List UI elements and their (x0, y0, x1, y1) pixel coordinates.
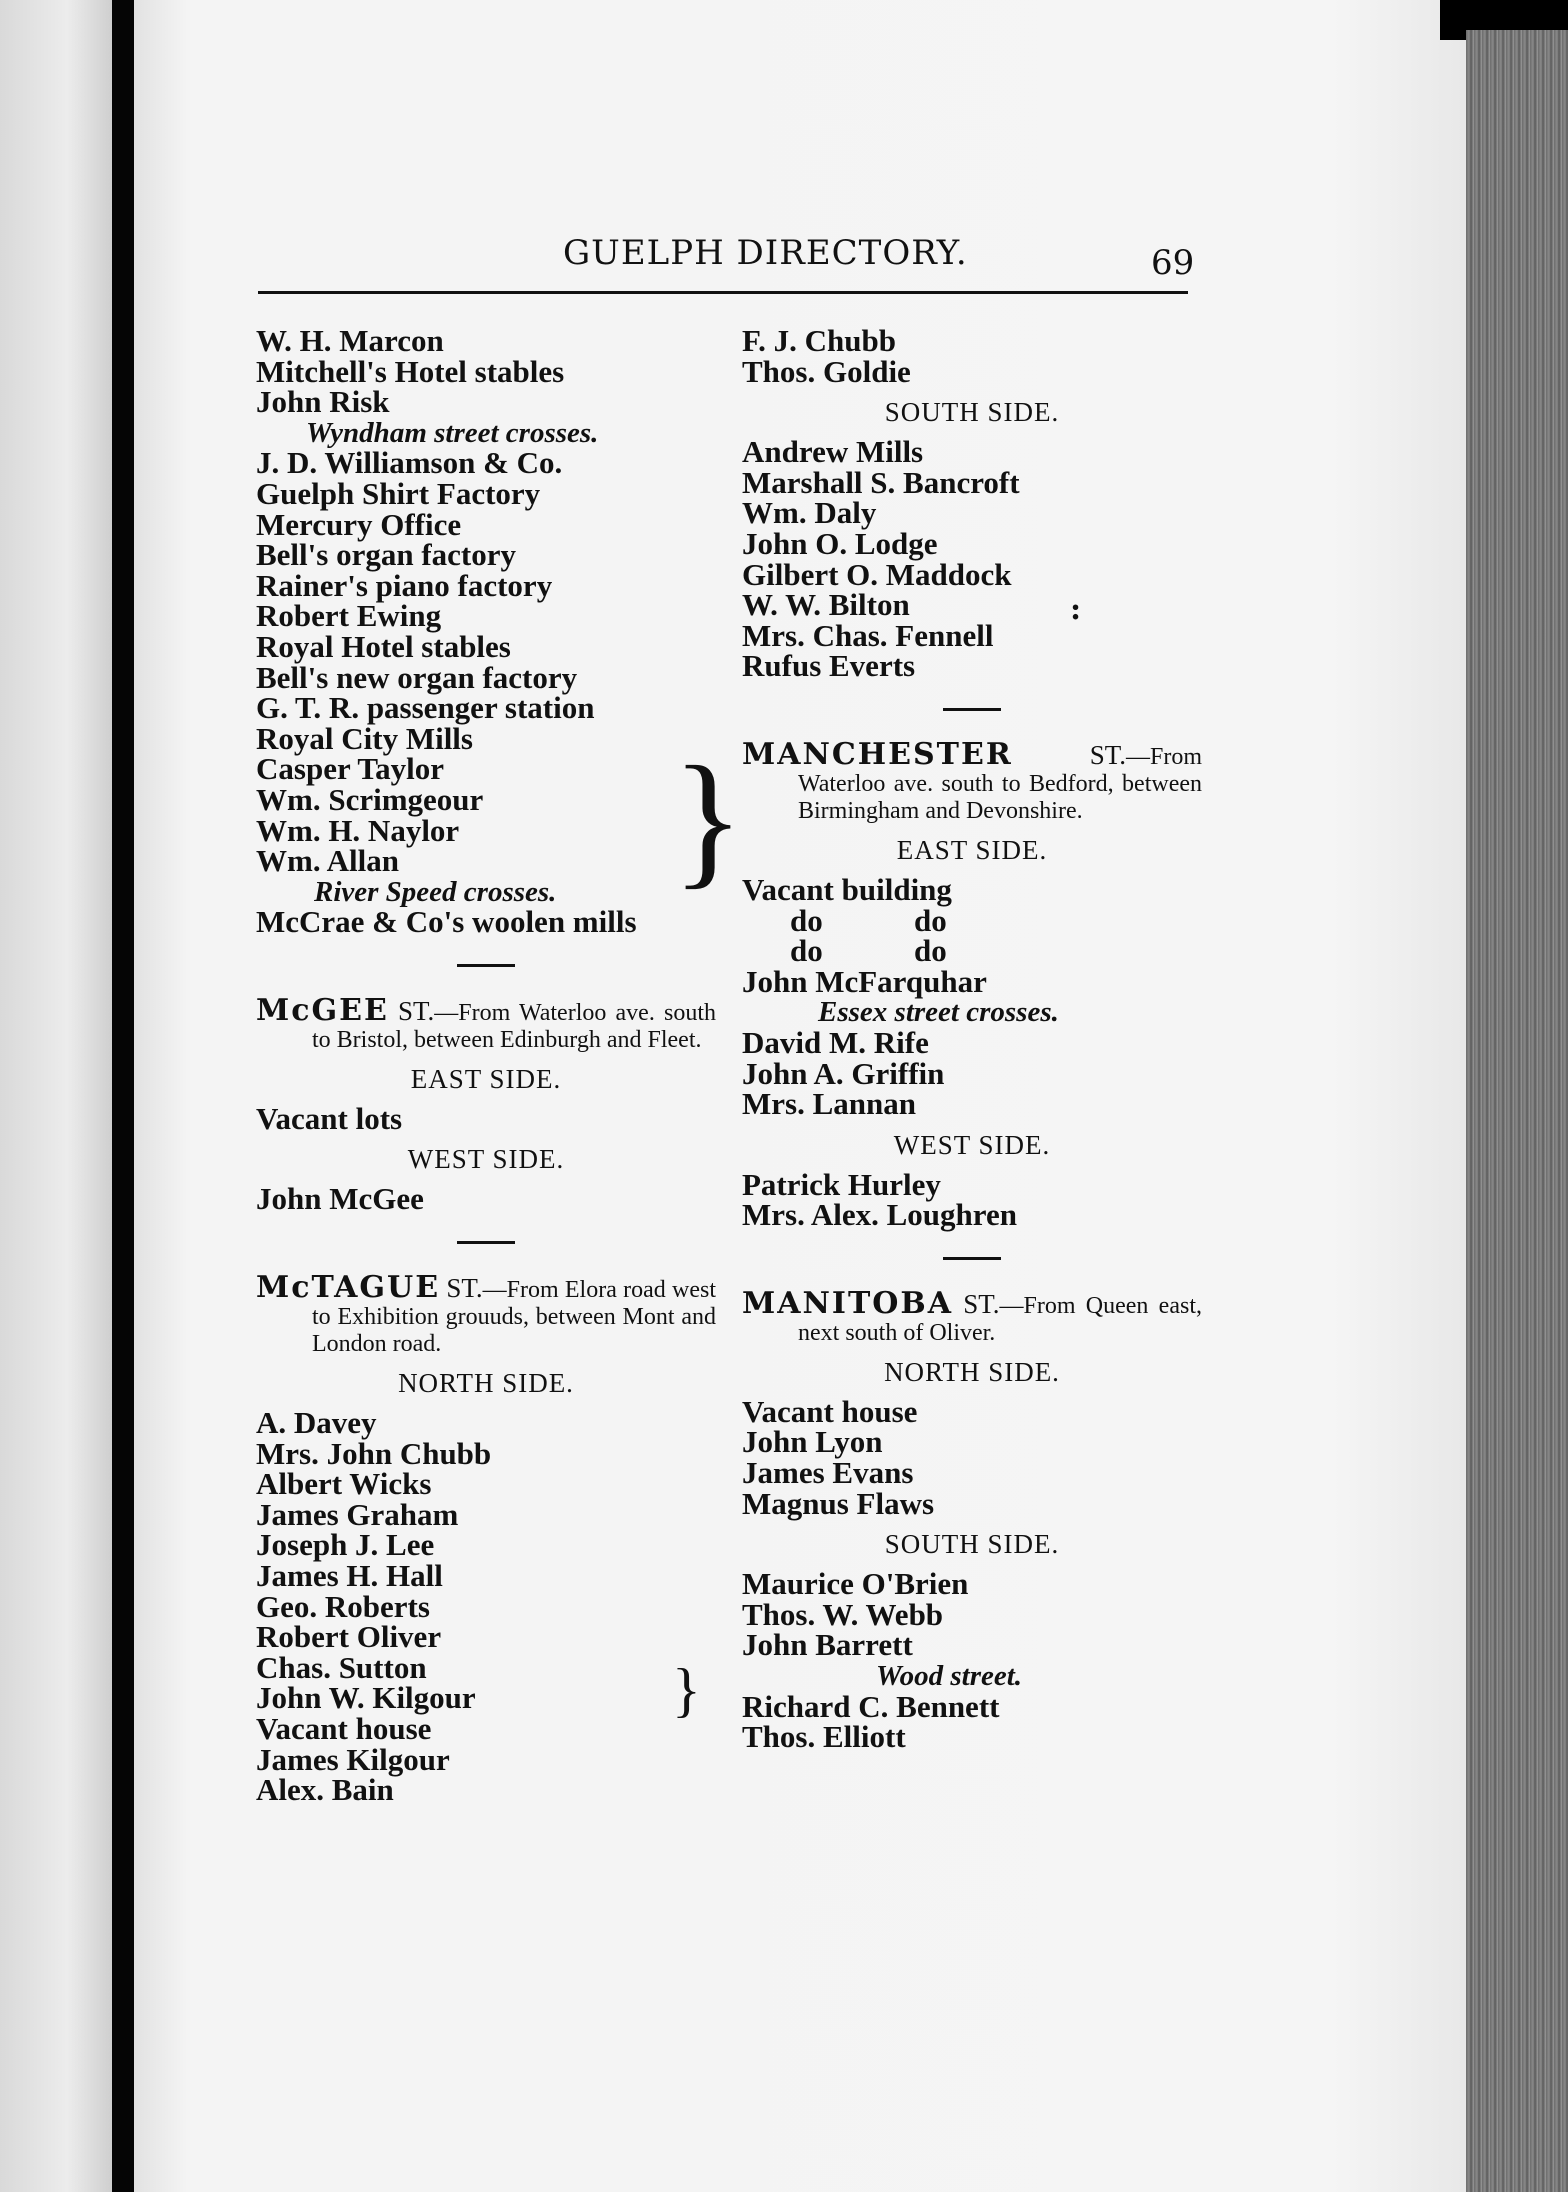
list-item: Thos. W. Webb (742, 1596, 944, 1632)
list-item: F. J. Chubb (742, 323, 896, 358)
list-item: James Kilgour (256, 1741, 450, 1777)
list-item: Andrew Mills (742, 434, 924, 470)
side-label: SOUTH SIDE. (884, 397, 1060, 428)
list-item: Mrs. Chas. Fennell (742, 617, 994, 653)
list-item: Maurice O'Brien (742, 1566, 969, 1602)
list-item: J. D. Williamson & Co. (256, 445, 563, 481)
list-item: John McFarquhar (742, 963, 987, 999)
ditto-row (742, 933, 1202, 969)
street-name: MANCHESTER (742, 736, 1013, 772)
street-abbrev: ST. (446, 1273, 483, 1304)
list-item: Alex. Bain (256, 1772, 394, 1808)
entries-block (256, 1181, 716, 1217)
list-item: Royal Hotel stables (256, 628, 511, 664)
list-item: John A. Griffin (742, 1055, 945, 1091)
entries-block (256, 904, 716, 940)
page-stack-edges (1466, 30, 1568, 2192)
entries-block (742, 434, 1202, 684)
section-separator (943, 1257, 1001, 1260)
street-description: —From Elora road west to Exhibition grouuds, between Mont and London road. (312, 1277, 717, 1358)
entries-block (742, 1166, 1202, 1233)
list-item: Rainer's piano factory (256, 567, 553, 603)
side-label: SOUTH SIDE. (884, 1529, 1060, 1560)
list-item: Bell's new organ factory (256, 659, 578, 695)
running-header: GUELPH DIRECTORY. (563, 233, 968, 273)
section-separator (457, 1241, 515, 1244)
street-abbrev: ST. (963, 1288, 1000, 1319)
street-heading-manitoba (742, 1285, 1202, 1347)
entries-block (742, 1393, 1202, 1521)
street-abbrev: ST. (398, 995, 435, 1026)
cross-street-note: Wyndham street crosses. (306, 416, 599, 449)
street-description: —From Waterloo ave. south to Bristol, between Edinburgh and Fleet. (312, 999, 717, 1053)
street-name: McTAGUE (256, 1270, 441, 1306)
list-item: Bell's organ factory (256, 537, 517, 573)
list-item: W. W. Bilton (742, 587, 910, 623)
street-heading-mctague (256, 1270, 717, 1358)
list-item: Wm. Scrimgeour (256, 781, 484, 817)
continued-entries (742, 323, 1202, 389)
ditto-mark: do (914, 902, 947, 938)
list-item: Geo. Roberts (256, 1588, 430, 1624)
list-item: Vacant building (742, 871, 952, 907)
list-item: Joseph J. Lee (256, 1527, 435, 1563)
list-item: Vacant house (256, 1711, 432, 1746)
entries-block (742, 1024, 1202, 1122)
facing-page-edge (0, 0, 112, 2192)
list-item: Albert Wicks (256, 1466, 432, 1502)
street-description: —From Queen east, next south of Oliver. (798, 1292, 1202, 1346)
entries-block (256, 1405, 716, 1808)
list-item: Gilbert O. Maddock (742, 556, 1012, 592)
list-item: James H. Hall (256, 1558, 443, 1594)
entries-block (742, 963, 1202, 999)
entries-block (742, 1566, 1202, 1663)
list-item: Wm. Allan (256, 843, 399, 879)
list-item: Vacant house (742, 1393, 918, 1429)
list-item: James Evans (742, 1455, 914, 1491)
ditto-mark: do (790, 902, 823, 938)
entries-block (742, 1688, 1202, 1755)
list-item: Thos. Goldie (742, 353, 911, 389)
ditto-row (742, 902, 1202, 938)
list-item: McCrae & Co's woolen mills (256, 904, 637, 940)
right-column (742, 323, 1202, 1755)
side-label: NORTH SIDE. (884, 1356, 1060, 1387)
stray-mark: : (1070, 592, 1082, 627)
brace-mark: } (672, 1657, 701, 1723)
list-item: John McGee (256, 1181, 424, 1217)
ditto-mark: do (790, 933, 823, 969)
street-description: —From Waterloo ave. south to Bedford, between Birmingham and Devonshire. (798, 743, 1202, 824)
list-item: Mrs. John Chubb (256, 1435, 492, 1471)
list-item: Royal City Mills (256, 720, 473, 756)
list-item: Patrick Hurley (742, 1166, 941, 1202)
list-item: Mrs. Lannan (742, 1086, 916, 1122)
entries-block (256, 1100, 716, 1136)
cross-street-note: Essex street crosses. (818, 996, 1059, 1029)
list-item: Wm. Daly (742, 495, 877, 531)
list-item: Rufus Everts (742, 648, 916, 684)
side-label: WEST SIDE. (893, 1129, 1051, 1160)
side-label: WEST SIDE. (407, 1144, 565, 1175)
list-item: John W. Kilgour (256, 1680, 476, 1716)
list-item: Wm. H. Naylor (256, 812, 460, 848)
side-label: EAST SIDE. (410, 1063, 562, 1094)
list-item: Mercury Office (256, 506, 462, 542)
list-item: Richard C. Bennett (742, 1688, 1000, 1724)
list-item: Marshall S. Bancroft (742, 464, 1020, 500)
book-gutter (112, 0, 134, 2192)
list-item: A. Davey (256, 1405, 377, 1441)
header-rule (258, 291, 1188, 294)
entries-block (256, 445, 716, 879)
street-name: MANITOBA (742, 1285, 954, 1321)
list-item: Thos. Elliott (742, 1719, 906, 1755)
list-item: Robert Ewing (256, 598, 442, 634)
ditto-mark: do (914, 933, 947, 969)
brace-mark: } (672, 736, 744, 902)
page-number: 69 (1151, 243, 1195, 283)
continued-entries (256, 323, 716, 420)
list-item: Magnus Flaws (742, 1485, 935, 1521)
list-item: Casper Taylor (256, 751, 445, 787)
list-item: Vacant lots (256, 1100, 403, 1136)
list-item: G. T. R. passenger station (256, 690, 595, 726)
street-name: McGEE (256, 992, 389, 1028)
list-item: Robert Oliver (256, 1619, 442, 1655)
list-item: Chas. Sutton (256, 1649, 427, 1685)
list-item: Guelph Shirt Factory (256, 475, 541, 511)
list-item: David M. Rife (742, 1024, 929, 1060)
street-heading-mcgee (256, 992, 717, 1054)
left-column (256, 323, 717, 1808)
list-item: Mrs. Alex. Loughren (742, 1197, 1017, 1233)
street-abbrev: ST. (1089, 739, 1126, 770)
street-heading-manchester (742, 736, 1202, 825)
cross-street-note: River Speed crosses. (314, 875, 557, 908)
list-item: James Graham (256, 1496, 459, 1532)
list-item: John Lyon (742, 1424, 883, 1460)
list-item: John Barrett (742, 1627, 913, 1663)
side-label: NORTH SIDE. (398, 1368, 574, 1399)
list-item: John Risk (256, 384, 390, 420)
list-item: Mitchell's Hotel stables (256, 353, 565, 389)
section-separator (943, 708, 1001, 711)
section-separator (457, 964, 515, 967)
list-item: W. H. Marcon (256, 323, 444, 358)
cross-street-note: Wood street. (876, 1660, 1023, 1693)
side-label: EAST SIDE. (896, 834, 1048, 865)
list-item: John O. Lodge (742, 525, 938, 561)
